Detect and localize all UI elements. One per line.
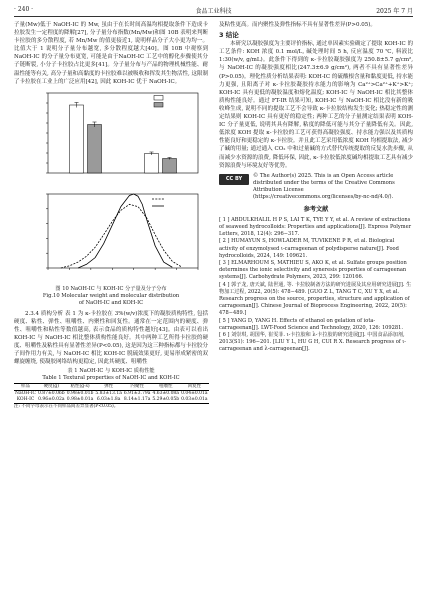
figure-caption-cn: 图 10 NaOH-IC 与 KOH-IC 分子量及分子分布 bbox=[55, 285, 167, 292]
figure-10b-line-chart bbox=[14, 190, 208, 286]
bar-naoh-ic-mw bbox=[70, 105, 84, 173]
table-note: 注: 不同字母表示在不同样品间差异显著(P<0.05)。 bbox=[14, 404, 119, 410]
reference-item: [ 2 ] HUMAYUN S, HOWLADER M, TUVIKENE P R, et al. Biological activity of enzymolysed ι-carrageenan of polydisperse nature[J]. Food hydrocolloids, 2024, 149: 109621. bbox=[219, 238, 399, 259]
bar-koh-ic-mn bbox=[163, 158, 177, 173]
table-cell: 0.03±0.01a bbox=[181, 397, 208, 403]
page-header bbox=[14, 6, 413, 16]
table-cell: 0.04±0.01a bbox=[181, 391, 208, 397]
paragraph-continued: 及粘性更高。而内聚性及弹性指标不具有显著性差异(P>0.05)。 bbox=[219, 22, 376, 28]
table-header-cell: 咀嚼性 bbox=[158, 384, 173, 390]
table-cell: 6.03±1.8a bbox=[96, 397, 121, 403]
table-cell: 0.96±0.02a bbox=[38, 397, 65, 403]
right-column bbox=[219, 21, 413, 354]
table-cell: 8.14±1.17a bbox=[123, 397, 151, 403]
table-cell: NaOH-IC bbox=[15, 391, 36, 397]
table-cell: 4.63±0.08a bbox=[152, 391, 179, 397]
left-column bbox=[14, 21, 208, 410]
license-block bbox=[219, 173, 413, 201]
reference-item: [ 6 ] 刘崇琪, 胡国华, 崔雯菲. ι-卡拉胶和 λ-卡拉胶的研究进展[J]. 中国食品添加剂, 2013(S1): 196−201. [LIU Y L, HU G H, CUI R X. Research progress of ι-carrageenan and λ-carrageenan[J]. bbox=[219, 332, 407, 353]
table-cell: 0.87±0.06b bbox=[37, 391, 65, 397]
series-line-koh-ic bbox=[78, 194, 172, 268]
table-caption-en: Table 1 Textural properties of NaOH-IC and KOH-IC bbox=[42, 375, 180, 382]
cc-license-badge: CC BY bbox=[219, 174, 249, 185]
figure-caption-en-1: Fig.10 Molecular weight and molecular distribution bbox=[42, 292, 180, 299]
reference-list bbox=[219, 217, 413, 354]
figure-caption bbox=[14, 286, 208, 307]
table-header-cell: 硬度(g) bbox=[43, 384, 60, 390]
journal-name: 食品工业科技 bbox=[195, 8, 232, 15]
table-cell: KOH-IC bbox=[16, 397, 35, 403]
table-header-cell: 内聚性 bbox=[130, 384, 144, 390]
section-heading-conclusion: 3 结论 bbox=[219, 31, 239, 40]
references-heading: 参考文献 bbox=[303, 205, 329, 213]
table-cell: 5.29±0.05b bbox=[152, 397, 180, 403]
table-cell: 0.98±0.01b bbox=[66, 391, 94, 397]
figure-10a-bar-chart bbox=[14, 87, 208, 189]
table-cell: 5.83±13.1a bbox=[95, 391, 122, 397]
table-caption-cn: 表 1 NaOH-IC 与 KOH-IC 质构性能 bbox=[67, 368, 155, 375]
table-cell: 0.98±0.01a bbox=[66, 397, 94, 403]
license-text: © The Author(s) 2025. This is an Open Access article distributed under the terms of the Creative Commons Attribution License (https://creativecommons.org/licenses/by-nc-nd/4.0/). bbox=[253, 172, 395, 200]
series-line-naoh-ic bbox=[61, 204, 181, 268]
table-cell: 6.91±3.79a bbox=[123, 391, 151, 397]
legend-swatch bbox=[154, 95, 163, 100]
page-number: · 240 · bbox=[14, 6, 34, 13]
table-header-cell: 粘性(g·s) bbox=[70, 384, 90, 390]
bar-koh-ic-mw bbox=[88, 124, 102, 173]
reference-item: [ 4 ] 郭子龙, 唐天斌, 陆世通, 等. 卡拉胶制备方法的研究进展及其应用研究进展[J]. 生物加工过程, 2022, 20(5): 478−489. [GUO Z L, TANG T C, XU Y X, et al. Research progress on the source, properties, structure and application of carrageenan[J]. Chinese Journal of Bioprocess Engineering, 2022, 20(5): 478−489.] bbox=[219, 281, 412, 317]
table-header-cell: 样品 bbox=[20, 384, 30, 390]
table-header-cell: 弹性 bbox=[104, 384, 114, 390]
table-header-row bbox=[14, 384, 209, 391]
issue-date: 2025 年 7 月 bbox=[376, 8, 413, 15]
header-rule bbox=[14, 16, 413, 17]
paragraph-texture-analysis: 2.3.4 质构分析 表 1 为 κ-卡拉胶在 3%(w/v)浓度下的凝胶质构特性, 包括硬度、粘性、弹性、咀嚼性、内聚性和回复性。通常在一定范围内的硬度、弹性、咀嚼性和粘性等数值越高, 表示食品的质构特性越好[43]。由表可以看出 KOH-IC 与 NaOH-IC 相比整体质构性能良好。其中两种工艺所得卡拉胶的硬度、咀嚼性及粘性具有显著性差异(P<0.05), 这是因为这三种指标都与卡拉胶分子间作用力有关, 与 NaOH-IC 相比 KOH-IC 脱硫效果更好, 更易形成紧密的双螺旋缠绕, 使凝胶网络结构更稳定, 因此其硬度、咀嚼性 bbox=[14, 310, 208, 366]
legend-swatch bbox=[154, 102, 163, 107]
paragraph-molecular-weight: 子量(Mw)低于 NaOH-IC 的 Mw, 虽由于在长时间高温均相提取条件下造成卡拉胶发生一定程度的降解[27], 分子量分布指数(Mn/Mw)和图 10B 表明来判断卡拉胶的多分散程度, 若 Mn/Mw 的值更接近1, 说明样品分子大小更为均一。比值大于 1 说明分子量分布越宽, 多分散程度越大[40]。图 10B 中观察到 NaOH-IC 的分子量分布更宽, 可能是由于NaOH-IC 工艺中的醇化步骤使其分子链断裂, 小分子卡拉胶占比更多[41]。分子量分布与产品的物理机械性能、耐温性能等有关, 高分子量和高黏度的卡拉胶难以被吸收和挥发其生物活性, 这限制了卡拉胶在工业上的广泛应用[42], 因此 KOH-IC 优于 NaOH-IC。 bbox=[14, 22, 208, 85]
plot-frame bbox=[48, 194, 198, 268]
reference-item: [ 1 ] ABDULKHALIL H P S, LAI T K, TYE Y Y, et al. A review of extractions of seaweed hydrocolloids: Properties and applications[J]. Express Polymer Letters, 2018, 12(4): 296−317. bbox=[219, 216, 412, 238]
reference-item: [ 3 ] ELMARHOUM S, MATHIEU S, AKO K, et al. Sulfate groups position determines the ionic selectivity and syneresis properties of carrageenan systems[J]. Carbohydrate Polymers, 2023, 299: 120166. bbox=[219, 260, 407, 281]
paragraph-conclusion: 本研究以凝胶强度为主要评价指标, 通过单因素实验确定了提取 KOH-IC 的工艺条件: KOH 浓度 0.1 mol/L, 碱处理时间 5 h, 反应温度 70 ℃, 料液比 1:30(w/v, g/mL)。此条件下得到的 κ-卡拉胶凝胶强度为 250.8±5.7 g/cm², 与 NaOH-IC 的凝胶强度相比(247.3±6.9 g/cm²), 两者不具有显著性差异(P>0.05)。理化性质分析结果表明: KOH-IC 的硫酸根含量和黏度更低, 持水能力更强, 且阳离子对 κ-卡拉胶凝胶持水能力的影响为 Ca²⁺>Ca²⁺+K⁺>K⁺; KOH-IC 具有更低的凝胶温度和熔化温度; KOH-IC 与 NaOH-IC 相比其整体质构性能良好。通过 FT-IR 结果可知, KOH-IC 与 NaOH-IC 相比没有新的吸收峰生成, 说明不同的提取工艺不会导致 κ-卡拉胶结构发生变化; 热稳定性的测定结果则 KOH-IC 具有更好的稳定性; 两种工艺的分子量测定结果表明 KOH-IC 分子量更低, 说明其具有降解, 粘度的降低可能与其分子量降低有关。因此, 低浓度 KOH 提取 κ-卡拉胶的工艺可获得高凝胶强度、持水能力强以及其质构性能良好和更稳定的 κ-卡拉胶。并且此工艺采用低浓度 KOH 均相提取法, 减少了碱的用量; 通过通入 CO₂ 中和过量碱的方式替代传统提取的反复水洗步骤, 从而减少水资源的浪费, 降低环保, 因此, κ-卡拉胶低浓度碱均相提取工艺具有减少资源浪费与环境友好等优势。 bbox=[219, 41, 413, 169]
figure-caption-en-2: of NaOH-IC and KOH-IC bbox=[78, 299, 144, 306]
table-row bbox=[14, 397, 209, 404]
table-caption bbox=[14, 368, 208, 382]
reference-item: [ 5 ] YANG D, YANG H. Effects of ethanol on gelation of iota-carrageenan[J]. LWT-Food Science and Technology, 2020, 126: 109281. bbox=[219, 317, 404, 331]
texture-table bbox=[14, 383, 209, 404]
bar-naoh-ic-mn bbox=[145, 153, 159, 173]
table-header-cell: 回复性 bbox=[187, 384, 202, 390]
